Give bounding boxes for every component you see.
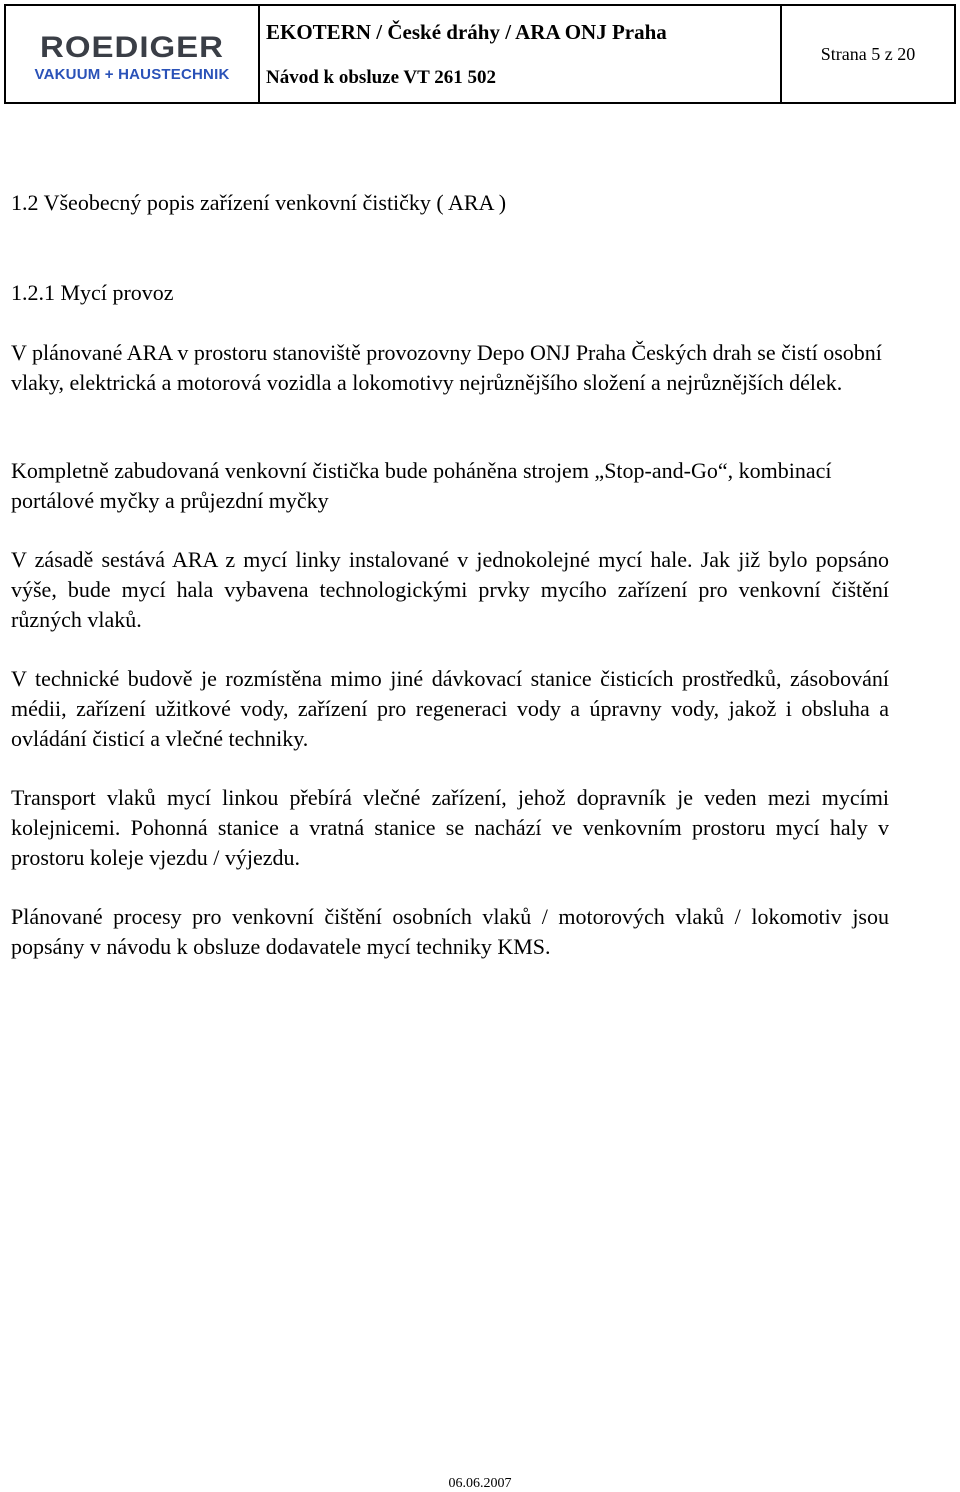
company-logo xyxy=(6,6,260,102)
paragraph: Plánované procesy pro venkovní čištění osobních vlaků / motorových vlaků / lokomotiv jsou popsány v návodu k obsluze dodavatele mycí techniky KMS. xyxy=(11,904,889,959)
page-header xyxy=(4,4,956,104)
footer-date: 06.06.2007 xyxy=(448,1476,512,1491)
paragraph: V technické budově je rozmístěna mimo jiné dávkovací stanice čisticích prostředků, zásobování médii, zařízení užitkové vody, zařízení pro regeneraci vody a úpravny vody, jakož i obsluha a ovládání čisticí a vlečné techniky. xyxy=(11,666,889,751)
paragraph: Kompletně zabudovaná venkovní čistička bude poháněna strojem „Stop-and-Go“, kombinací portálové myčky a průjezdní myčky xyxy=(11,458,832,513)
page-number: Strana 5 z 20 xyxy=(820,43,916,64)
document-title xyxy=(260,6,782,102)
paragraph: V plánované ARA v prostoru stanoviště provozovny Depo ONJ Praha Českých drah se čistí osobní vlaky, elektrická a motorová vozidla a lokomotivy nejrůznějšího složení a nejrůznějších délek. xyxy=(11,340,882,395)
section-heading: 1.2 Všeobecný popis zařízení venkovní čističky ( ARA ) xyxy=(11,190,507,215)
subsection-heading: 1.2.1 Mycí provoz xyxy=(11,280,174,305)
paragraph: Transport vlaků mycí linkou přebírá vlečné zařízení, jehož dopravník je veden mezi mycími kolejnicemi. Pohonná stanice a vratná stanice se nachází ve venkovním prostoru mycí haly v prostoru koleje vjezdu / výjezdu. xyxy=(11,785,889,870)
document-title-line-2: Návod k obsluze VT 261 502 xyxy=(266,67,496,88)
logo-name: ROEDIGER xyxy=(39,29,225,63)
document-title-line-1: EKOTERN / České dráhy / ARA ONJ Praha xyxy=(266,20,667,44)
logo-tagline: VAKUUM + HAUSTECHNIK xyxy=(34,65,230,83)
paragraph: V zásadě sestává ARA z mycí linky instalované v jednokolejné mycí hale. Jak již bylo popsáno výše, bude mycí hala vybavena technologickými prvky mycího zařízení pro venkovní čištění různých vlaků. xyxy=(11,547,889,632)
